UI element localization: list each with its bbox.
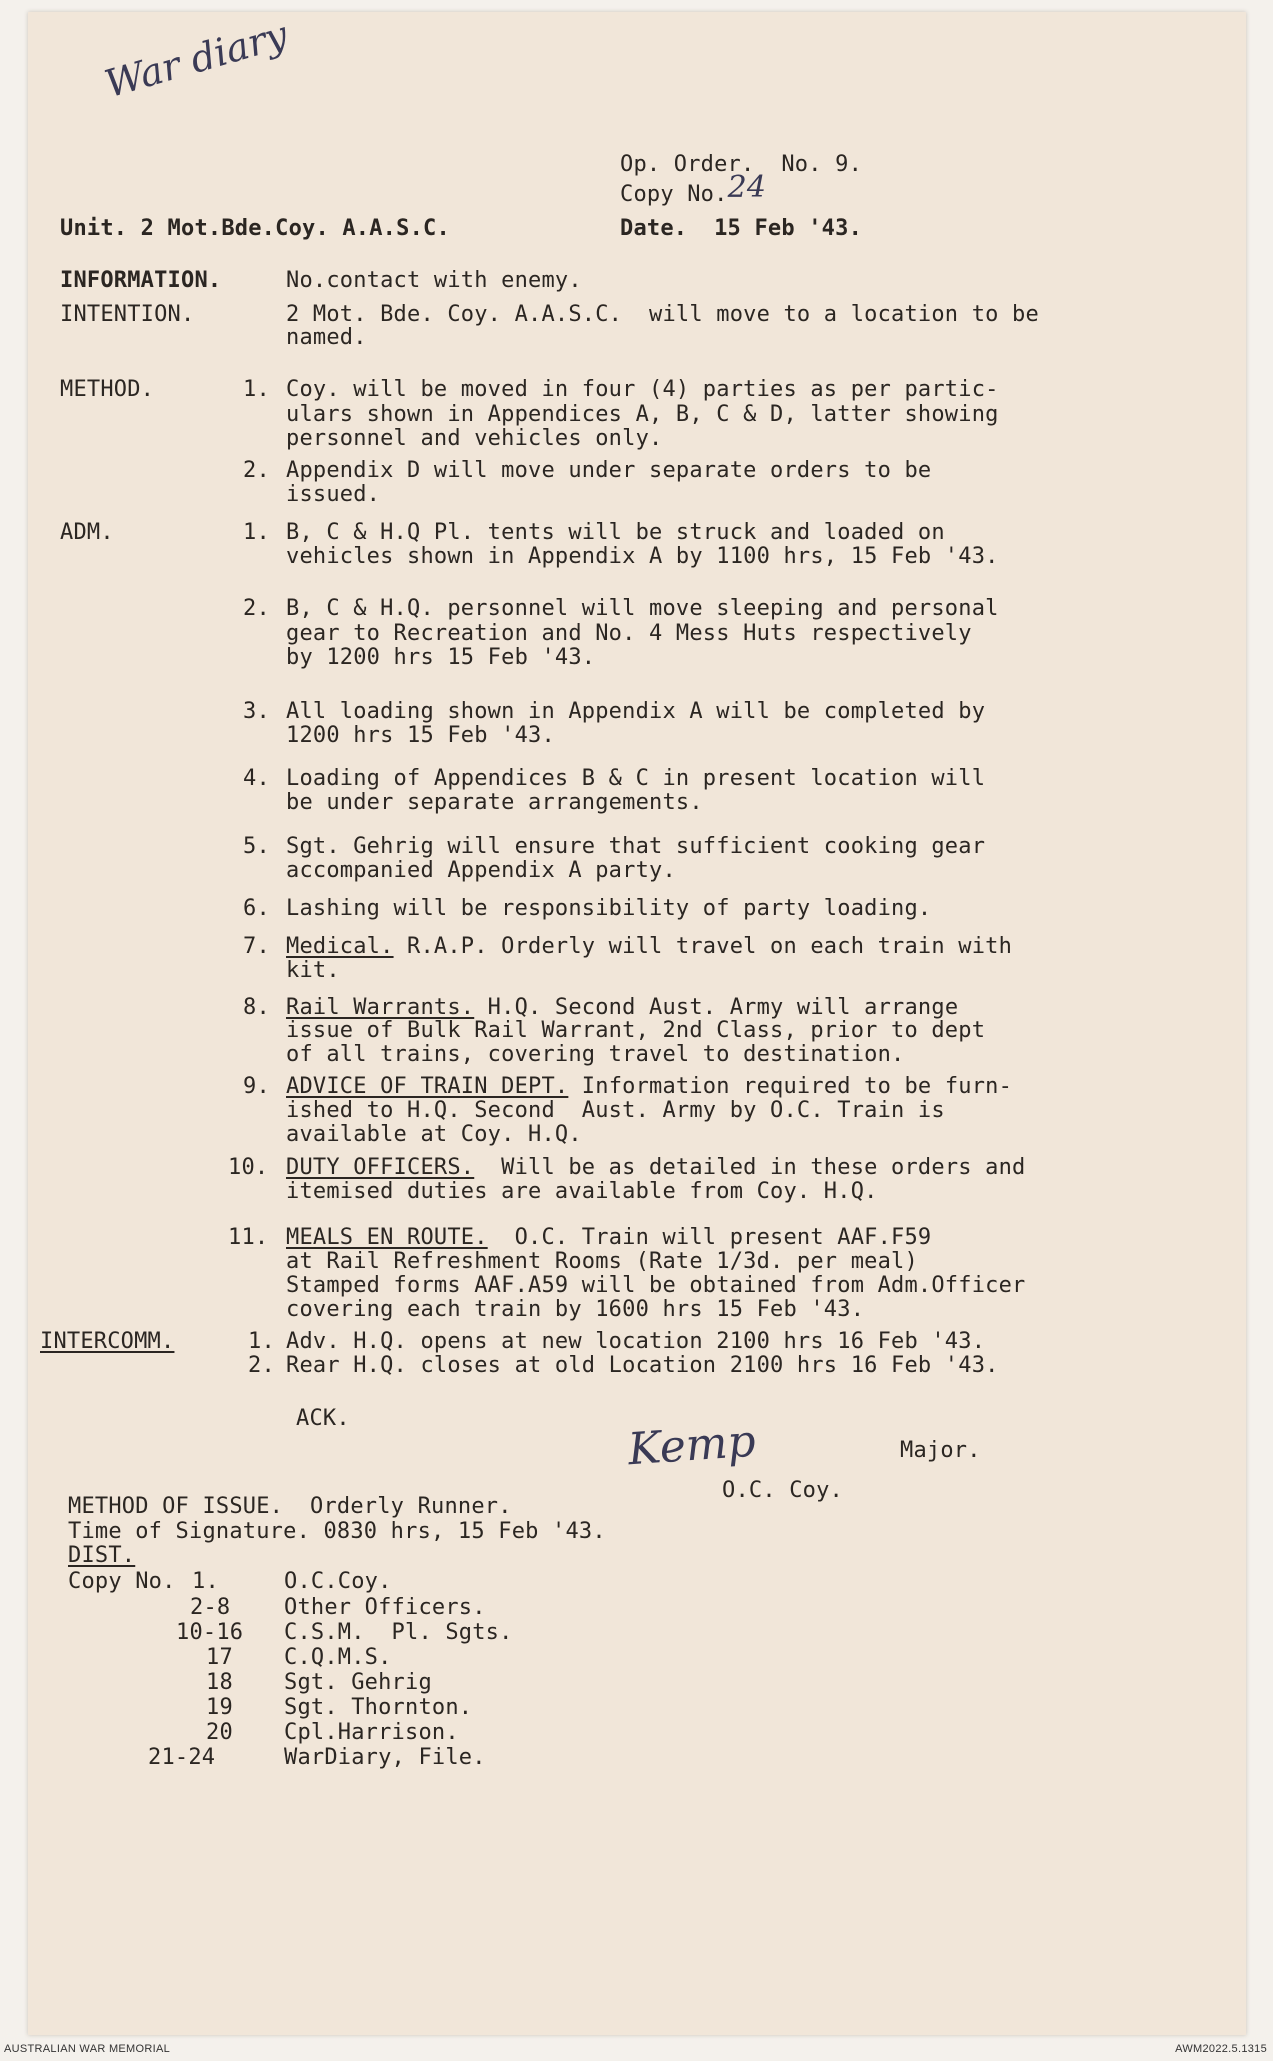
handwritten-annotation: War diary xyxy=(100,12,293,107)
signature: Kemp xyxy=(626,1415,758,1476)
adm-item-heading: Rail Warrants. xyxy=(286,995,475,1020)
dist-copy-number: 17 xyxy=(206,1645,233,1670)
dist-recipient: C.Q.M.S. xyxy=(284,1645,392,1670)
method-of-issue: METHOD OF ISSUE. Orderly Runner. xyxy=(68,1494,512,1519)
adm-item-text: R.A.P. Orderly will travel on each train with xyxy=(393,934,1013,959)
archive-footer-right: AWM2022.5.1315 xyxy=(1175,2043,1267,2055)
archive-footer-left: AUSTRALIAN WAR MEMORIAL xyxy=(4,2043,171,2055)
adm-item-line: gear to Recreation and No. 4 Mess Huts respectively xyxy=(286,621,972,646)
time-of-signature: Time of Signature. 0830 hrs, 15 Feb '43. xyxy=(68,1519,606,1544)
ack-text: ACK. xyxy=(296,1406,350,1431)
adm-label: ADM. xyxy=(60,520,114,545)
adm-item-line: All loading shown in Appendix A will be completed by xyxy=(286,699,986,724)
adm-item-line: accompanied Appendix A party. xyxy=(286,858,676,883)
adm-item-line: kit. xyxy=(286,958,340,983)
dist-copy-number: 21-24 xyxy=(148,1745,216,1770)
dist-recipient: WarDiary, File. xyxy=(284,1745,486,1770)
dist-copy-number: 1. xyxy=(192,1569,219,1594)
dist-recipient: Sgt. Thornton. xyxy=(284,1695,473,1720)
adm-item-number: 4. xyxy=(243,766,270,791)
adm-item-line: Sgt. Gehrig will ensure that sufficient cooking gear xyxy=(286,834,986,859)
adm-item-number: 9. xyxy=(243,1074,270,1099)
method-item-line: Coy. will be moved in four (4) parties as per partic- xyxy=(286,377,999,402)
adm-item-heading: DUTY OFFICERS. xyxy=(286,1155,475,1180)
intention-label: INTENTION. xyxy=(60,302,195,327)
dist-recipient: Sgt. Gehrig xyxy=(284,1670,432,1695)
copy-label: Copy No. xyxy=(620,182,728,207)
adm-item-number: 11. xyxy=(228,1225,269,1250)
method-item-number: 2. xyxy=(243,458,270,483)
adm-item-line: B, C & H.Q. personnel will move sleeping and personal xyxy=(286,596,999,621)
adm-item-number: 2. xyxy=(243,596,270,621)
dist-copy-number: 2-8 xyxy=(190,1595,231,1620)
document-page xyxy=(28,12,1246,2035)
adm-item-line: be under separate arrangements. xyxy=(286,790,703,815)
intention-line: named. xyxy=(286,325,367,350)
dist-recipient: C.S.M. Pl. Sgts. xyxy=(284,1620,513,1645)
adm-item-text: O.C. Train will present AAF.F59 xyxy=(487,1225,932,1250)
adm-item-line: B, C & H.Q Pl. tents will be struck and loaded on xyxy=(286,520,945,545)
copy-number-line xyxy=(620,170,767,207)
dist-recipient: Other Officers. xyxy=(284,1595,486,1620)
adm-item-first-line xyxy=(286,995,958,1020)
dist-copy-number: 19 xyxy=(206,1695,233,1720)
adm-item-line: available at Coy. H.Q. xyxy=(286,1122,582,1147)
adm-item-line: Lashing will be responsibility of party loading. xyxy=(286,896,932,921)
adm-item-number: 5. xyxy=(243,834,270,859)
signatory-rank: Major. xyxy=(900,1438,981,1463)
dist-recipient: Cpl.Harrison. xyxy=(284,1720,459,1745)
copy-prefix: Copy No. xyxy=(68,1569,176,1594)
adm-item-heading: ADVICE OF TRAIN DEPT. xyxy=(286,1074,569,1099)
adm-item-heading: Medical. xyxy=(286,934,394,959)
adm-item-text: Information required to be furn- xyxy=(568,1074,1013,1099)
method-item-line: ulars shown in Appendices A, B, C & D, latter showing xyxy=(286,402,999,427)
adm-item-number: 10. xyxy=(228,1155,269,1180)
intercomm-item-text: Adv. H.Q. opens at new location 2100 hrs 16 Feb '43. xyxy=(286,1329,986,1354)
adm-item-line: vehicles shown in Appendix A by 1100 hrs, 15 Feb '43. xyxy=(286,544,999,569)
dist-copy-number: 18 xyxy=(206,1670,233,1695)
adm-item-line: covering each train by 1600 hrs 15 Feb '43. xyxy=(286,1297,865,1322)
unit-line: Unit. 2 Mot.Bde.Coy. A.A.S.C. xyxy=(60,216,450,241)
adm-item-line: at Rail Refreshment Rooms (Rate 1/3d. per meal) xyxy=(286,1249,918,1274)
adm-item-number: 3. xyxy=(243,699,270,724)
adm-item-number: 1. xyxy=(243,520,270,545)
adm-item-heading: MEALS EN ROUTE. xyxy=(286,1225,488,1250)
method-label: METHOD. xyxy=(60,377,155,402)
adm-item-line: Stamped forms AAF.A59 will be obtained from Adm.Officer xyxy=(286,1273,1026,1298)
op-order-number: Op. Order. No. 9. xyxy=(620,152,863,177)
date-line: Date. 15 Feb '43. xyxy=(620,216,863,241)
method-item-line: Appendix D will move under separate orders to be xyxy=(286,458,932,483)
adm-item-text: Will be as detailed in these orders and xyxy=(474,1155,1026,1180)
method-item-number: 1. xyxy=(243,377,270,402)
intercomm-item-number: 2. xyxy=(248,1353,275,1378)
adm-item-line: Loading of Appendices B & C in present location will xyxy=(286,766,986,791)
adm-item-line: of all trains, covering travel to destination. xyxy=(286,1042,905,1067)
signatory-appointment: O.C. Coy. xyxy=(722,1478,844,1503)
adm-item-first-line xyxy=(286,1155,1025,1180)
adm-item-first-line xyxy=(286,1225,931,1250)
adm-item-line: issue of Bulk Rail Warrant, 2nd Class, prior to dept xyxy=(286,1018,986,1043)
intercomm-item-number: 1. xyxy=(248,1329,275,1354)
dist-recipient: O.C.Coy. xyxy=(284,1569,392,1594)
intercomm-label: INTERCOMM. xyxy=(40,1329,175,1354)
adm-item-line: by 1200 hrs 15 Feb '43. xyxy=(286,645,596,670)
adm-item-line: itemised duties are available from Coy. H.Q. xyxy=(286,1179,878,1204)
adm-item-line: 1200 hrs 15 Feb '43. xyxy=(286,723,555,748)
information-text: No.contact with enemy. xyxy=(286,268,582,293)
adm-item-first-line xyxy=(286,934,1012,959)
adm-item-number: 7. xyxy=(243,934,270,959)
adm-item-line: ished to H.Q. Second Aust. Army by O.C. Train is xyxy=(286,1098,945,1123)
adm-item-number: 6. xyxy=(243,896,270,921)
method-item-line: issued. xyxy=(286,482,381,507)
distribution-label: DIST. xyxy=(68,1543,136,1568)
intention-line: 2 Mot. Bde. Coy. A.A.S.C. will move to a location to be xyxy=(286,302,1039,327)
method-item-line: personnel and vehicles only. xyxy=(286,426,663,451)
intercomm-item-text: Rear H.Q. closes at old Location 2100 hrs 16 Feb '43. xyxy=(286,1353,999,1378)
adm-item-text: H.Q. Second Aust. Army will arrange xyxy=(474,995,959,1020)
copy-number-handwritten: 24 xyxy=(727,170,767,205)
dist-copy-number: 20 xyxy=(206,1720,233,1745)
adm-item-number: 8. xyxy=(243,995,270,1020)
dist-copy-number: 10-16 xyxy=(176,1620,244,1645)
adm-item-first-line xyxy=(286,1074,1012,1099)
information-label: INFORMATION. xyxy=(60,268,222,293)
